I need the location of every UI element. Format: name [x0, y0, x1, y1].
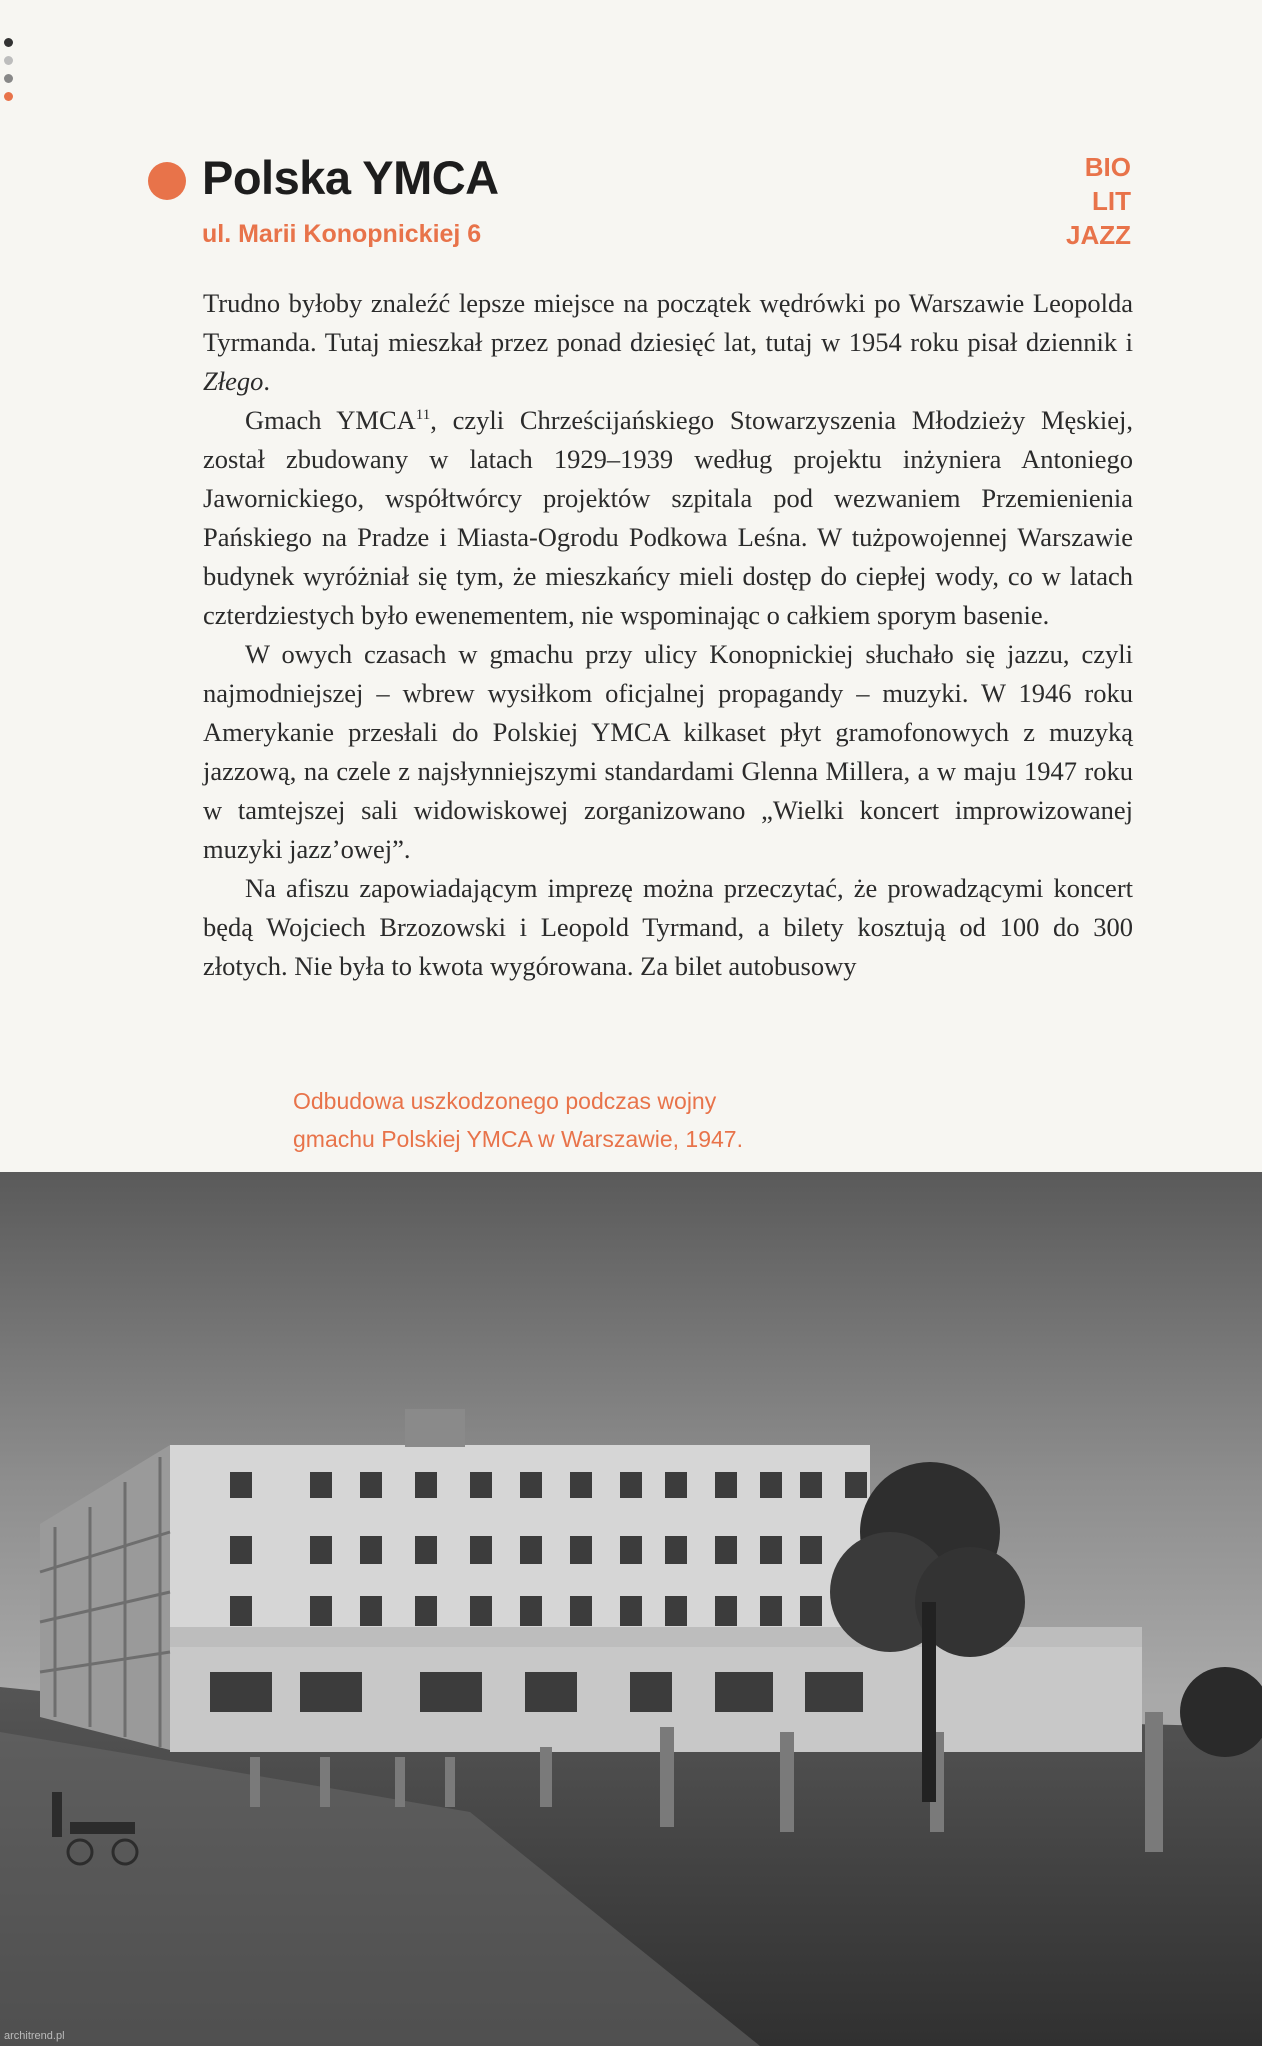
article-body: [203, 284, 1133, 986]
marker-dot-2: [4, 56, 13, 65]
paragraph-2: [203, 401, 1133, 635]
paragraph-1-text: Trudno byłoby znaleźć lepsze miejsce na początek wędrówki po Warszawie Leopolda Tyrmanda. Tutaj mieszkał przez ponad dziesięć lat, tutaj w 1954 roku pisał dziennik i: [203, 288, 1133, 357]
tag-bio: BIO: [1084, 152, 1131, 182]
tag-jazz: JAZZ: [1066, 220, 1131, 250]
caption-line-1: Odbudowa uszkodzonego podczas wojny: [293, 1088, 717, 1114]
category-tags: [1066, 150, 1131, 252]
book-title-emphasis: Złego: [203, 366, 264, 396]
page-marker-dots: [4, 38, 16, 110]
tag-lit: LIT: [1092, 186, 1131, 216]
building-photo: [0, 1172, 1262, 2046]
paragraph-2-start: Gmach YMCA: [245, 405, 416, 435]
page-title: Polska YMCA: [202, 151, 499, 204]
marker-dot-3: [4, 74, 13, 83]
marker-dot-1: [4, 38, 13, 47]
marker-dot-4: [4, 92, 13, 101]
watermark: architrend.pl: [4, 2030, 65, 2042]
paragraph-1: [203, 284, 1133, 401]
photo-caption: [293, 1082, 743, 1158]
caption-line-2: gmachu Polskiej YMCA w Warszawie, 1947.: [293, 1126, 743, 1152]
paragraph-3: W owych czasach w gmachu przy ulicy Konopnickiej słuchało się jazzu, czyli najmodniejszej – wbrew wysiłkom oficjalnej propagandy – muzyki. W 1946 roku Amerykanie przesłali do Polskiej YMCA kilkaset płyt gramofonowych z muzyką jazzową, na czele z najsłynniejszymi standardami Glenna Millera, a w maju 1947 roku w tamtejszej sali widowiskowej zorganizowano „Wielki koncert improwizowanej muzyki jazz’owej”.: [203, 639, 1133, 864]
paragraph-4: Na afiszu zapowiadającym imprezę można przeczytać, że prowadzącymi koncert będą Wojciech Brzozowski i Leopold Tyrmand, a bilety kosztują od 100 do 300 złotych. Nie była to kwota wygórowana. Za bilet autobusowy: [203, 873, 1133, 981]
paragraph-1-end: .: [263, 366, 270, 396]
footnote-marker: 11: [415, 407, 431, 424]
paragraph-2-rest: , czyli Chrześcijańskiego Stowarzyszenia Młodzieży Męskiej, został zbudowany w latach 1929–1939 według projektu inżyniera Antoniego Jawornickiego, współtwórcy projektów szpitala pod wezwaniem Przemienienia Pańskiego na Pradze i Miasta-Ogrodu Podkowa Leśna. W tużpowojennej Warszawie budynek wyróżniał się tym, że mieszkańcy mieli dostęp do ciepłej wody, co w latach czterdziestych było ewenementem, nie wspominając o całkiem sporym basenie.: [203, 405, 1133, 630]
address: ul. Marii Konopnickiej 6: [202, 220, 482, 248]
title-bullet-icon: [148, 162, 186, 200]
